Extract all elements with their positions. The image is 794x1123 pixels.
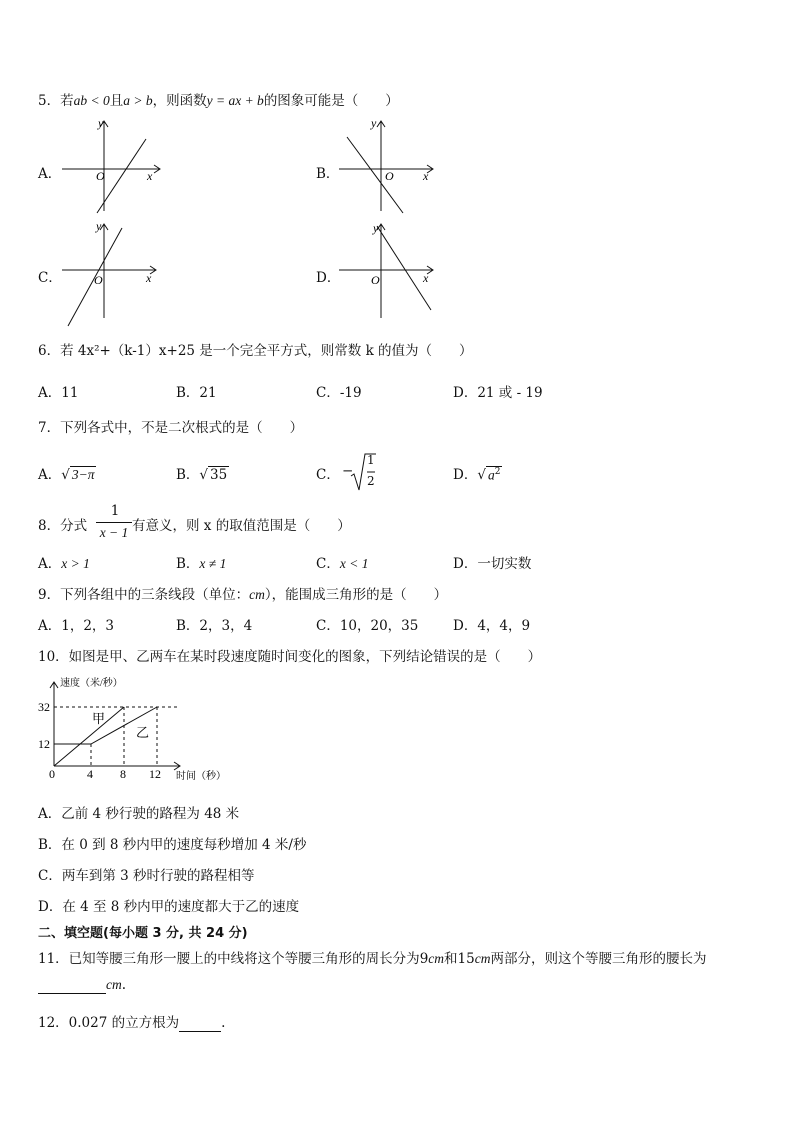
q9-option-b: B．2，3，4 <box>176 618 253 634</box>
q9-unit: cm <box>249 587 265 602</box>
x-tick-4: 4 <box>87 767 93 781</box>
radical-icon: √ <box>199 467 209 483</box>
q12-stem: 12．0.027 的立方根为 . <box>38 1015 226 1031</box>
fraction-bar <box>96 522 132 523</box>
q8-stem: 8．分式 1 x − 1 有意义，则 x 的取值范围是（ ） <box>38 503 351 540</box>
origin-label: O <box>385 169 394 183</box>
q5-graph-c <box>60 218 170 328</box>
origin-label: O <box>94 273 103 287</box>
q7-stem: 7．下列各式中，不是二次根式的是（ ） <box>38 420 304 436</box>
q5-graph-d <box>337 218 447 328</box>
q10-option-b: B．在 0 到 8 秒内甲的速度每秒增加 4 米/秒 <box>38 837 307 853</box>
x-axis-label: x <box>147 169 153 183</box>
q12-answer-blank[interactable] <box>179 1015 221 1032</box>
q6-option-d: D．21 或 - 19 <box>453 385 543 401</box>
origin-label: O <box>96 169 105 183</box>
x-tick-8: 8 <box>120 767 126 781</box>
radical-icon: √ <box>477 467 486 483</box>
y-axis-label: y <box>98 116 104 130</box>
origin-tick: 0 <box>49 767 55 781</box>
q7-d-base: a <box>487 467 495 482</box>
radical-icon: √ <box>61 467 70 483</box>
q9-option-a: A．1，2，3 <box>38 618 115 634</box>
y-tick-12: 12 <box>38 737 50 751</box>
q7-option-d: D．√ $a^2$ <box>453 466 501 483</box>
function-line <box>347 137 403 213</box>
q8-option-c: C．x < 1 <box>316 556 369 572</box>
q5-option-c-label: C． <box>38 270 62 286</box>
q7-c-sign: − <box>342 463 354 479</box>
x-tick-12: 12 <box>149 767 161 781</box>
q5-condition-2: a > b <box>123 93 153 108</box>
q5-function: y = ax + b <box>206 93 264 108</box>
q5-number: 5． <box>38 93 61 109</box>
y-axis-label: y <box>373 221 379 235</box>
q7-c-denominator: 2 <box>367 474 375 488</box>
origin-label: O <box>371 273 380 287</box>
q10-option-a: A．乙前 4 秒行驶的路程为 48 米 <box>38 806 240 822</box>
y-axis-label: y <box>371 116 377 130</box>
q7-option-a: A．√ 3−π <box>38 467 95 483</box>
section-heading-fill-in: 二、填空题(每小题 3 分, 共 24 分) <box>38 926 248 941</box>
x-axis-label: x <box>146 271 152 285</box>
q11-stem: 11．已知等腰三角形一腰上的中线将这个等腰三角形的周长分为9cm和15cm两部分，则这个等腰三角形的腰长为 <box>38 951 707 967</box>
q9-stem: 9．下列各组中的三条线段（单位：cm），能围成三角形的是（ ） <box>38 587 448 603</box>
q7-option-b: B．√ 35 <box>176 467 228 483</box>
series-yi-line <box>54 707 124 766</box>
q8-fraction-denominator: x − 1 <box>99 525 129 540</box>
q7-b-radicand: 35 <box>210 467 228 483</box>
q6-option-a: A．11 <box>38 385 79 401</box>
q5-option-d-label: D． <box>316 270 341 286</box>
series-jia-label: 甲 <box>92 711 106 726</box>
q10-option-c: C．两车到第 3 秒时行驶的路程相等 <box>38 868 255 884</box>
q10-option-d: D．在 4 至 8 秒内甲的速度都大于乙的速度 <box>38 899 300 915</box>
q5-graph-a <box>60 115 170 215</box>
q10-speed-time-graph <box>30 672 250 784</box>
series-yi-label: 乙 <box>136 725 150 740</box>
q8-fraction-numerator: 1 <box>110 503 120 519</box>
q6-option-b: B．21 <box>176 385 217 401</box>
q5-option-a-label: A． <box>38 166 62 182</box>
q5-stem: 5．若ab < 0且a > b，则函数y = ax + b的图象可能是（ ） <box>38 93 399 109</box>
q9-option-d: D．4，4，9 <box>453 618 531 634</box>
q7-c-numerator: 1 <box>367 453 375 467</box>
q11-answer-blank[interactable] <box>38 977 106 994</box>
function-line <box>377 226 431 310</box>
q7-d-exponent: 2 <box>494 466 501 477</box>
q11-answer-line: cm. <box>38 977 126 994</box>
q5-graph-b <box>337 115 447 215</box>
q8-option-a: A．x > 1 <box>38 556 90 572</box>
speed-axis-title: 速度（米/秒） <box>60 678 123 689</box>
q5-option-b-label: B． <box>316 166 340 182</box>
q6-stem: 6．若 4x²+（k-1）x+25 是一个完全平方式，则常数 k 的值为（ ） <box>38 343 473 359</box>
q11-value-1: 9 <box>419 951 429 967</box>
q11-value-2: 15 <box>457 951 475 967</box>
q8-option-d: D．一切实数 <box>453 556 532 572</box>
x-axis-label: x <box>423 271 429 285</box>
y-axis-label: y <box>96 219 102 233</box>
q9-option-c: C．10，20，35 <box>316 618 419 634</box>
q10-stem: 10．如图是甲、乙两车在某时段速度随时间变化的图象，下列结论错误的是（ ） <box>38 649 542 665</box>
q8-option-b: B．x ≠ 1 <box>176 556 227 572</box>
y-tick-32: 32 <box>38 700 50 714</box>
q7-a-radicand: 3−π <box>71 467 95 482</box>
q5-condition-1: ab < 0 <box>73 93 110 108</box>
x-axis-label: x <box>423 169 429 183</box>
q6-option-c: C．-19 <box>316 385 362 401</box>
time-axis-title: 时间（秒） <box>176 771 226 782</box>
